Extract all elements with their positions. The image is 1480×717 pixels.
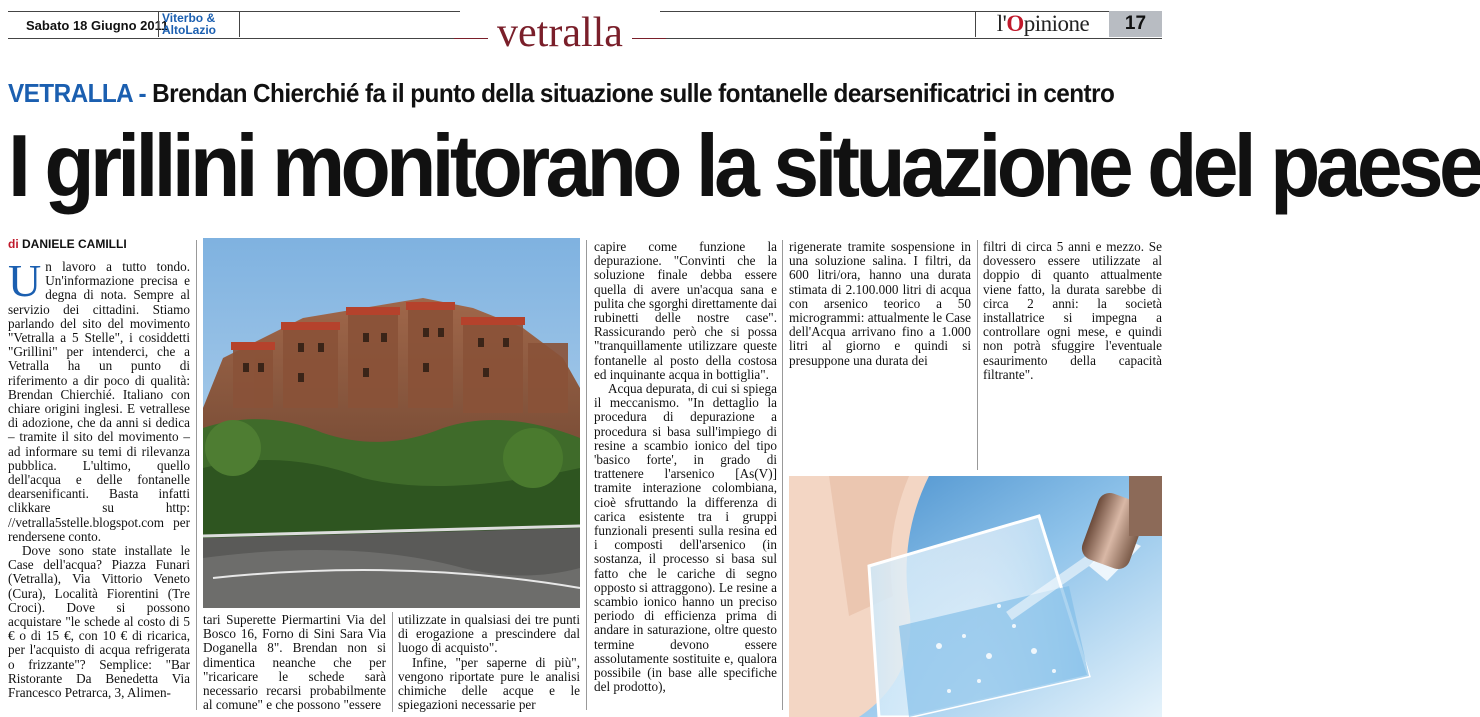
column-divider	[977, 240, 978, 470]
paragraph: Infine, "per saperne di più", vengono riportate pure le analisi chimiche delle acque e le spiegazioni necessarie per	[398, 654, 580, 713]
logo-rest: pinione	[1023, 11, 1090, 36]
page-number: 17	[1109, 11, 1162, 37]
paragraph	[8, 255, 190, 544]
byline-author: DANIELE CAMILLI	[22, 237, 127, 251]
text-column-3b	[594, 240, 777, 714]
paragraph: filtri di circa 5 anni e mezzo. Se dovessero essere utilizzate al doppio di quanto attualmente viene fatto, la durata sarebbe di circa 2 anni: la società installatrice si impegna a controllare ogni mese, e quindi non potrà sfuggire l'eventuale esaurimento della capacità filtrante".	[983, 239, 1162, 382]
kicker-place: VETRALLA -	[8, 78, 146, 108]
text-column-1	[8, 255, 190, 712]
logo-prefix: l'	[996, 11, 1007, 36]
text-column-2	[203, 613, 386, 713]
column-divider	[586, 240, 587, 710]
section-rule-right	[632, 38, 666, 39]
text-column-5	[983, 240, 1162, 472]
headline: I grillini monitorano la situazione del paese	[8, 116, 1480, 215]
kicker-text: Brendan Chierchié fa il punto della situazione sulle fontanelle dearsenificatrici in centro	[152, 78, 1115, 108]
paragraph-text: n lavoro a tutto tondo. Un'informazione precisa e degna di nota. Sempre al servizio dei cittadini. Stiamo parlando del sito del movimento "Vetralla a 5 Stelle", i cosiddetti "Grillini" per intenderci, che a Vetralla ha un punto di riferimento a dir poco di qualità: Brendan Chierchié. Italiano con chiare origini inglesi. E vetrallese di adozione, che da anni si dedica – tramite il sito del movimento – ad informare su temi di rilevanza pubblica. L'ultimo, quello dell'acqua e delle fontanelle dearsenificanti. Basta infatti clikkare su http: //vetralla5stelle.blogspot.com per rendersene conto.	[8, 259, 190, 544]
section-title	[460, 10, 660, 58]
water-glass-photo	[789, 476, 1162, 717]
paragraph: Dove sono state installate le Case dell'acqua? Piazza Funari (Vetralla), Via Vittorio Veneto (Cura), Località Fiorentini (Tre Croci). Dove si possono acquistare "le schede al costo di 5 € o di 15 €, con 10 € di ricarica, per l'acquisto di acqua refrigerata o frizzante"? Semplice: "Bar Ristorante Da Benedetta Via Francesco Petrarca, 3, Alimen-	[8, 543, 190, 701]
newspaper-logo	[975, 11, 1110, 37]
drop-cap: U	[8, 255, 42, 306]
logo-o: O	[1006, 11, 1024, 36]
paragraph: rigenerate tramite sospensione in una soluzione salina. I filtri, da 600 litri/ora, hanno una durata stimata di 2.100.000 litri di acqua con arsenico teorico a 50 microgrammi: attualmente le Case dell'Acqua arrivano fino a 1.000 litri al giorno e quindi si presuppone una durata dei	[789, 239, 971, 368]
paragraph: tari Superette Piermartini Via del Bosco 16, Forno di Sini Sara Via Doganella 8". Brendan non si dimentica neanche che per "ricaricare le schede sarà necessario recarsi probabilmente al comune" e che possono "essere	[203, 612, 386, 713]
column-divider	[196, 240, 197, 710]
edition-line-1: Viterbo &	[162, 11, 216, 25]
paragraph: utilizzate in qualsiasi dei tre punti di erogazione a prescindere dal luogo di acquisto".	[398, 612, 580, 656]
column-divider	[392, 612, 393, 712]
byline	[8, 237, 127, 251]
edition-label	[158, 11, 240, 37]
section-name: vetralla	[497, 10, 623, 56]
text-column-4	[789, 240, 971, 472]
issue-date: Sabato 18 Giugno 2011	[26, 18, 169, 33]
kicker	[8, 78, 1114, 109]
village-photo	[203, 238, 580, 608]
edition-line-2: AltoLazio	[162, 23, 216, 37]
column-divider	[782, 240, 783, 710]
paragraph: Acqua depurata, di cui si spiega il meccanismo. "In dettaglio la procedura di depurazione a procedura si basa sull'impiego di resine a scambio ionico del tipo 'basico forte', in grado di trattenere l'arsenico [As(V)] tramite interazione colombiana, cioè sfruttando la differenza di carica esistente tra i gruppi funzionali presenti sulla resina ed i composti dell'arsenico (in sostanza, il processo si basa sul fatto che le cariche di segno opposto si attraggono). Le resine a scambio ionico hanno un preciso periodo di efficienza prima di andare in saturazione, oltre questo termine devono essere assolutamente sostituite e, qualora possibile (in base alle specifiche del prodotto),	[594, 381, 777, 695]
paragraph: capire come funzione la depurazione. "Convinti che la soluzione finale debba essere quella di avere un'acqua sana e pulita che sgorghi direttamente dai rubinetti delle nostre case". Rassicurando però che si possa "tranquillamente utilizzare queste fontanelle al posto della costosa ed inquinante acqua in bottiglia".	[594, 239, 777, 382]
text-column-3a	[398, 613, 580, 713]
byline-prefix: di	[8, 237, 19, 251]
section-rule-left	[454, 38, 488, 39]
